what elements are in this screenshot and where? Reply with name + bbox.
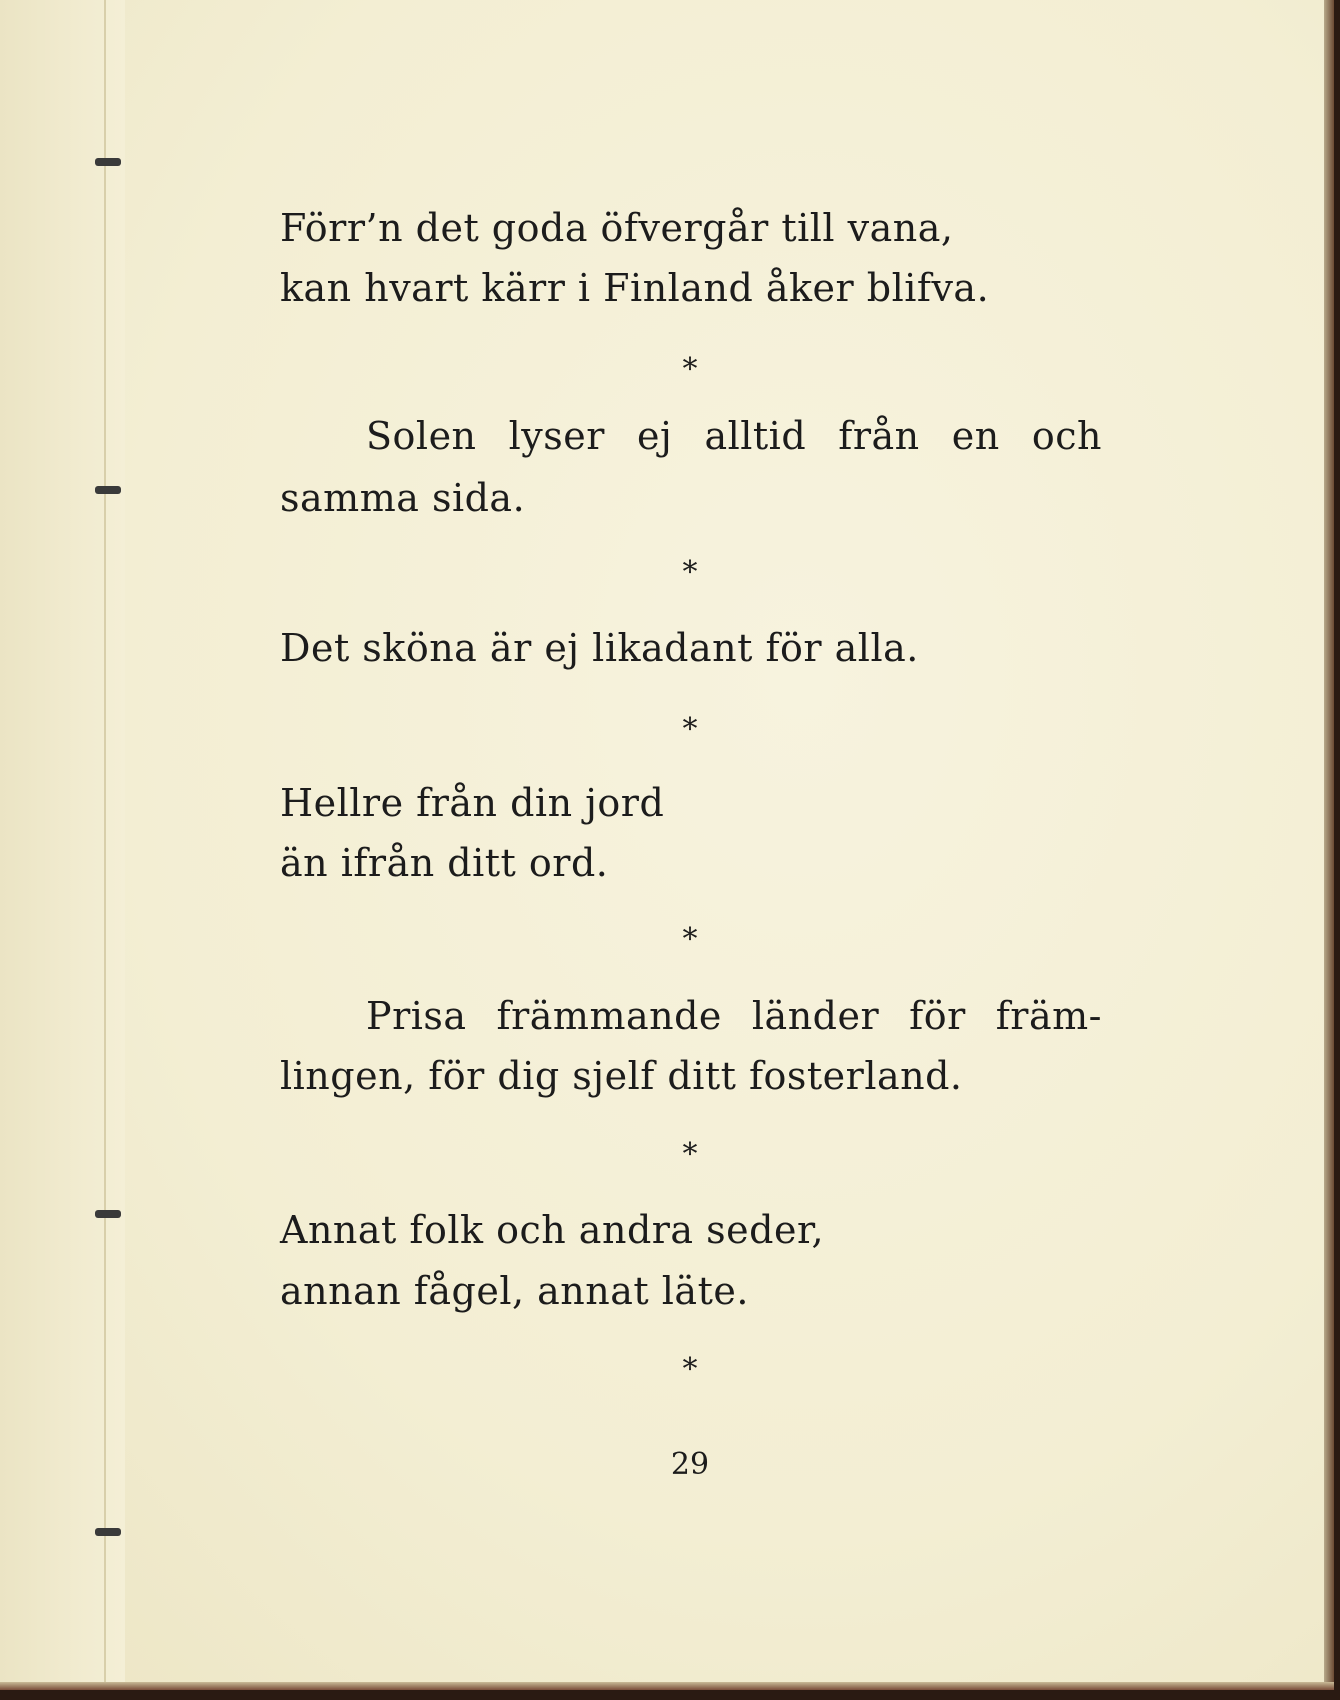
binding-stitch	[95, 1528, 121, 1536]
separator-star: *	[682, 555, 698, 590]
separator-star: *	[682, 1137, 698, 1172]
binding-stitch	[95, 1210, 121, 1218]
page-edge-bottom	[0, 1682, 1334, 1690]
separator-star: *	[682, 352, 698, 387]
stanza-4-line-1: Hellre från din jord	[280, 781, 665, 825]
stanza-6-line-1: Annat folk och andra seder,	[280, 1208, 825, 1252]
stanza-4-line-2: än ifrån ditt ord.	[280, 841, 609, 885]
page-number: 29	[670, 1447, 710, 1482]
binding-stitch	[95, 486, 121, 494]
stanza-2-line-1: Solen lyser ej alltid från en och	[366, 414, 1102, 458]
stanza-6-line-2: annan fågel, annat läte.	[280, 1269, 749, 1313]
stanza-3-line-1: Det sköna är ej likadant för alla.	[280, 626, 919, 670]
binding-fold	[104, 0, 106, 1690]
page-edge-right	[1324, 0, 1334, 1690]
stanza-2-line-2: samma sida.	[280, 476, 526, 520]
stanza-5-line-1: Prisa främmande länder för främ-	[366, 994, 1102, 1038]
binding-stitch	[95, 158, 121, 166]
stanza-1-line-2: kan hvart kärr i Finland åker blifva.	[280, 266, 990, 310]
stanza-1-line-1: Förr’n det goda öfvergår till vana,	[280, 206, 954, 250]
book-gutter	[0, 0, 125, 1690]
separator-star: *	[682, 1352, 698, 1387]
stanza-5-line-2: lingen, för dig sjelf ditt fosterland.	[280, 1054, 963, 1098]
separator-star: *	[682, 712, 698, 747]
separator-star: *	[682, 922, 698, 957]
